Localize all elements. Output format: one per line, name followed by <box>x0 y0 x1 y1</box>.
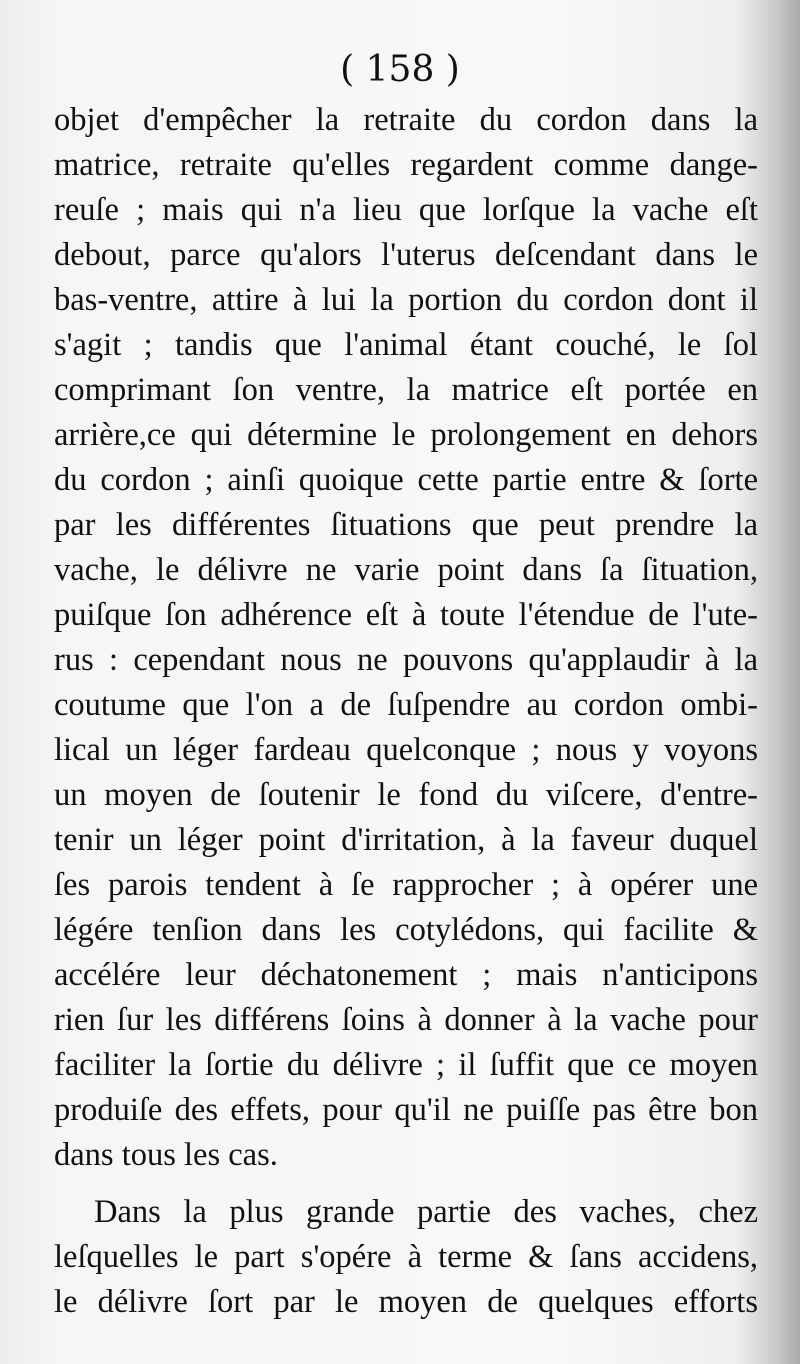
text-line: un moyen de ſoutenir le fond du viſcere, d'entre- <box>54 777 758 813</box>
text-line: dans tous les cas. <box>54 1137 278 1173</box>
text-line: matrice, retraite qu'elles regardent comme dange- <box>54 147 758 183</box>
text-line: produiſe des effets, pour qu'il ne puiſſe pas être bon <box>54 1092 758 1128</box>
text-line: rien ſur les différens ſoins à donner à la vache pour <box>54 1002 758 1038</box>
text-line: lical un léger fardeau quelconque ; nous y voyons <box>54 732 758 768</box>
text-line: s'agit ; tandis que l'animal étant couché, le ſol <box>54 327 758 363</box>
text-line: du cordon ; ainſi quoique cette partie entre & ſorte <box>54 462 758 498</box>
text-line: puiſque ſon adhérence eſt à toute l'étendue de l'ute- <box>54 597 758 633</box>
text-line: faciliter la ſortie du délivre ; il ſuffit que ce moyen <box>54 1047 758 1083</box>
paragraph-1 <box>54 98 758 1178</box>
text-line: bas-ventre, attire à lui la portion du cordon dont il <box>54 282 758 318</box>
text-line: comprimant ſon ventre, la matrice eſt portée en <box>54 372 758 408</box>
paragraph-2 <box>54 1190 758 1325</box>
text-line: vache, le délivre ne varie point dans ſa ſituation, <box>54 552 758 588</box>
text-line: ſes parois tendent à ſe rapprocher ; à opérer une <box>54 867 758 903</box>
text-line: objet d'empêcher la retraite du cordon dans la <box>54 102 758 138</box>
text-line: rus : cependant nous ne pouvons qu'applaudir à la <box>54 642 758 678</box>
text-line: Dans la plus grande partie des vaches, chez <box>94 1194 758 1230</box>
text-line: tenir un léger point d'irritation, à la faveur duquel <box>54 822 758 858</box>
text-line: coutume que l'on a de ſuſpendre au cordon ombi- <box>54 687 758 723</box>
text-line: par les différentes ſituations que peut prendre la <box>54 507 758 543</box>
text-line: arrière,ce qui détermine le prolongement en dehors <box>54 417 758 453</box>
text-line: accélére leur déchatonement ; mais n'anticipons <box>54 957 758 993</box>
text-line: légére tenſion dans les cotylédons, qui facilite & <box>54 912 758 948</box>
text-line: debout, parce qu'alors l'uterus deſcendant dans le <box>54 237 758 273</box>
text-line: le délivre ſort par le moyen de quelques efforts <box>54 1284 758 1320</box>
body-text <box>54 98 758 1325</box>
paragraph-gap <box>54 1178 758 1190</box>
page-number: ( 158 ) <box>340 49 460 90</box>
text-line: leſquelles le part s'opére à terme & ſans accidens, <box>54 1239 758 1275</box>
text-line: reuſe ; mais qui n'a lieu que lorſque la vache eſt <box>54 192 758 228</box>
